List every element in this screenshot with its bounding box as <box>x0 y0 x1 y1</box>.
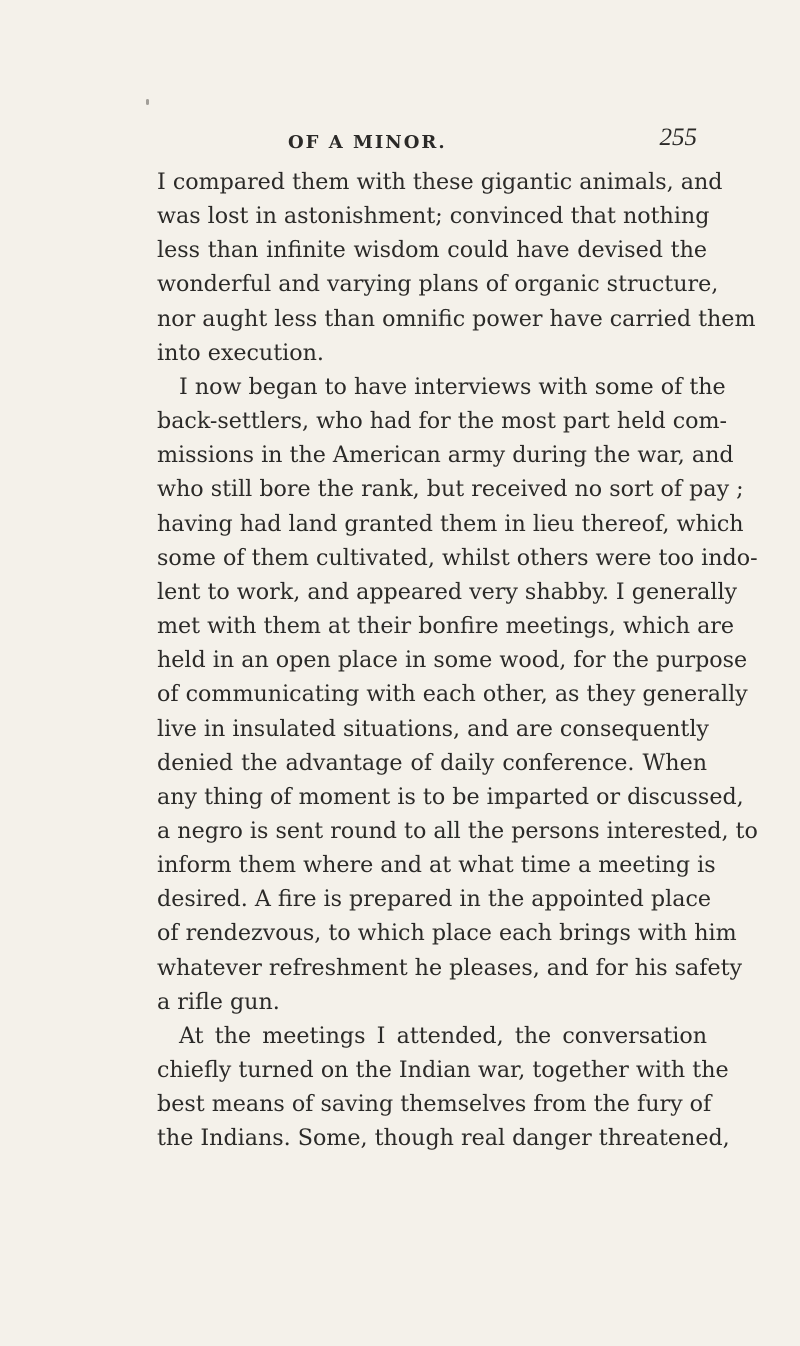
text-line: any thing of moment is to be imparted or discussed, <box>157 783 744 810</box>
text-line: live in insulated situations, and are consequently <box>157 715 709 742</box>
text-line: into execution. <box>157 339 324 366</box>
text-line: the Indians. Some, though real danger threatened, <box>157 1125 730 1152</box>
text-line: a negro is sent round to all the persons interested, to <box>157 817 758 844</box>
text-line: a rifle gun. <box>157 988 280 1015</box>
text-line: whatever refreshment he pleases, and for his safety <box>157 954 743 981</box>
page-number: 255 <box>659 124 697 151</box>
page-header <box>0 124 800 164</box>
paragraph <box>157 1019 730 1156</box>
text-line: met with them at their bonfire meetings, which are <box>157 613 735 640</box>
paragraph <box>157 165 756 370</box>
text-line: missions in the American army during the war, and <box>157 442 734 469</box>
running-head: OF A MINOR. <box>288 132 447 153</box>
text-line: of rendezvous, to which place each brings with him <box>157 920 737 947</box>
text-line: nor aught less than omnific power have carried them <box>157 305 756 332</box>
text-line: desired. A fire is prepared in the appointed place <box>157 886 712 913</box>
text-line: who still bore the rank, but received no sort of pay ; <box>157 476 744 503</box>
text-line: At the meetings I attended, the conversation <box>179 1022 707 1049</box>
paragraph <box>157 370 758 1019</box>
text-line: of communicating with each other, as they generally <box>157 681 748 708</box>
text-line: some of them cultivated, whilst others were too indo- <box>157 544 758 571</box>
text-line: chiefly turned on the Indian war, together with the <box>157 1057 729 1084</box>
text-line: inform them where and at what time a meeting is <box>157 852 716 879</box>
ink-speck <box>146 99 149 105</box>
text-line: I now began to have interviews with some of the <box>179 373 726 400</box>
text-line: was lost in astonishment; convinced that nothing <box>157 203 710 230</box>
text-line: I compared them with these gigantic animals, and <box>157 169 723 195</box>
text-line: lent to work, and appeared very shabby. I generally <box>157 578 738 605</box>
body-text <box>157 165 758 1156</box>
text-line: back-settlers, who had for the most part held com- <box>157 408 728 435</box>
text-line: held in an open place in some wood, for the purpose <box>157 647 748 674</box>
text-line: wonderful and varying plans of organic structure, <box>157 271 719 298</box>
text-line: having had land granted them in lieu thereof, which <box>157 510 744 537</box>
text-line: best means of saving themselves from the fury of <box>157 1091 712 1118</box>
text-line: less than infinite wisdom could have devised the <box>157 237 707 264</box>
text-line: denied the advantage of daily conference. When <box>157 749 707 776</box>
